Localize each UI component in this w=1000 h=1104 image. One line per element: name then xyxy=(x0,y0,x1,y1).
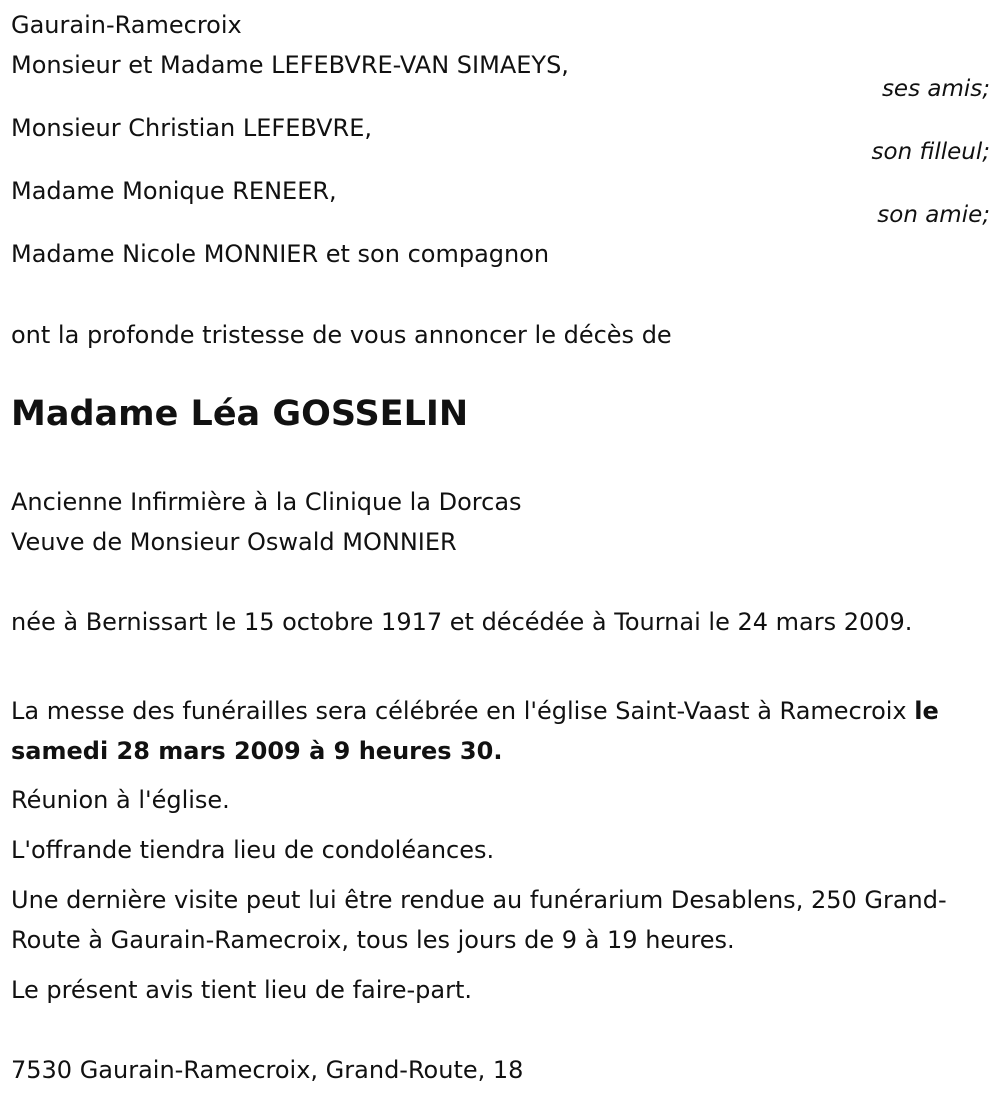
mass-intro: La messe des funérailles sera célébrée en l'église Saint-Vaast à Ramecroix xyxy=(11,697,915,725)
mourner-2-relation: son filleul; xyxy=(871,139,990,165)
deceased-name: Madame Léa GOSSELIN xyxy=(11,394,469,434)
mourner-2-name: Monsieur Christian LEFEBVRE, xyxy=(11,114,372,142)
mourner-3-name: Madame Monique RENEER, xyxy=(11,177,337,205)
mourner-1-relation: ses amis; xyxy=(881,76,990,102)
location-header: Gaurain-Ramecroix xyxy=(11,11,242,39)
mass-paragraph xyxy=(11,691,971,771)
birth-death-text: née à Bernissart le 15 octobre 1917 et décédée à Tournai le 24 mars 2009. xyxy=(11,608,913,636)
notice-text: Le présent avis tient lieu de faire-part. xyxy=(11,976,473,1004)
announcement-text: ont la profonde tristesse de vous annoncer le décès de xyxy=(11,321,672,349)
offering-text: L'offrande tiendra lieu de condoléances. xyxy=(11,836,495,864)
meeting-text: Réunion à l'église. xyxy=(11,786,230,814)
deceased-occupation: Ancienne Infirmière à la Clinique la Dorcas xyxy=(11,488,522,516)
visit-paragraph: Une dernière visite peut lui être rendue au funérarium Desablens, 250 Grand-Route à Gaurain-Ramecroix, tous les jours de 9 à 19 heures. xyxy=(11,886,947,954)
deceased-widow-of: Veuve de Monsieur Oswald MONNIER xyxy=(11,528,457,556)
mourner-4-name: Madame Nicole MONNIER et son compagnon xyxy=(11,240,550,268)
mourner-1-name: Monsieur et Madame LEFEBVRE-VAN SIMAEYS, xyxy=(11,51,569,79)
mourner-3-relation: son amie; xyxy=(877,202,990,228)
mass-time: le samedi 28 mars 2009 à 9 heures 30. xyxy=(11,697,939,765)
footer-address: 7530 Gaurain-Ramecroix, Grand-Route, 18 xyxy=(11,1056,524,1084)
